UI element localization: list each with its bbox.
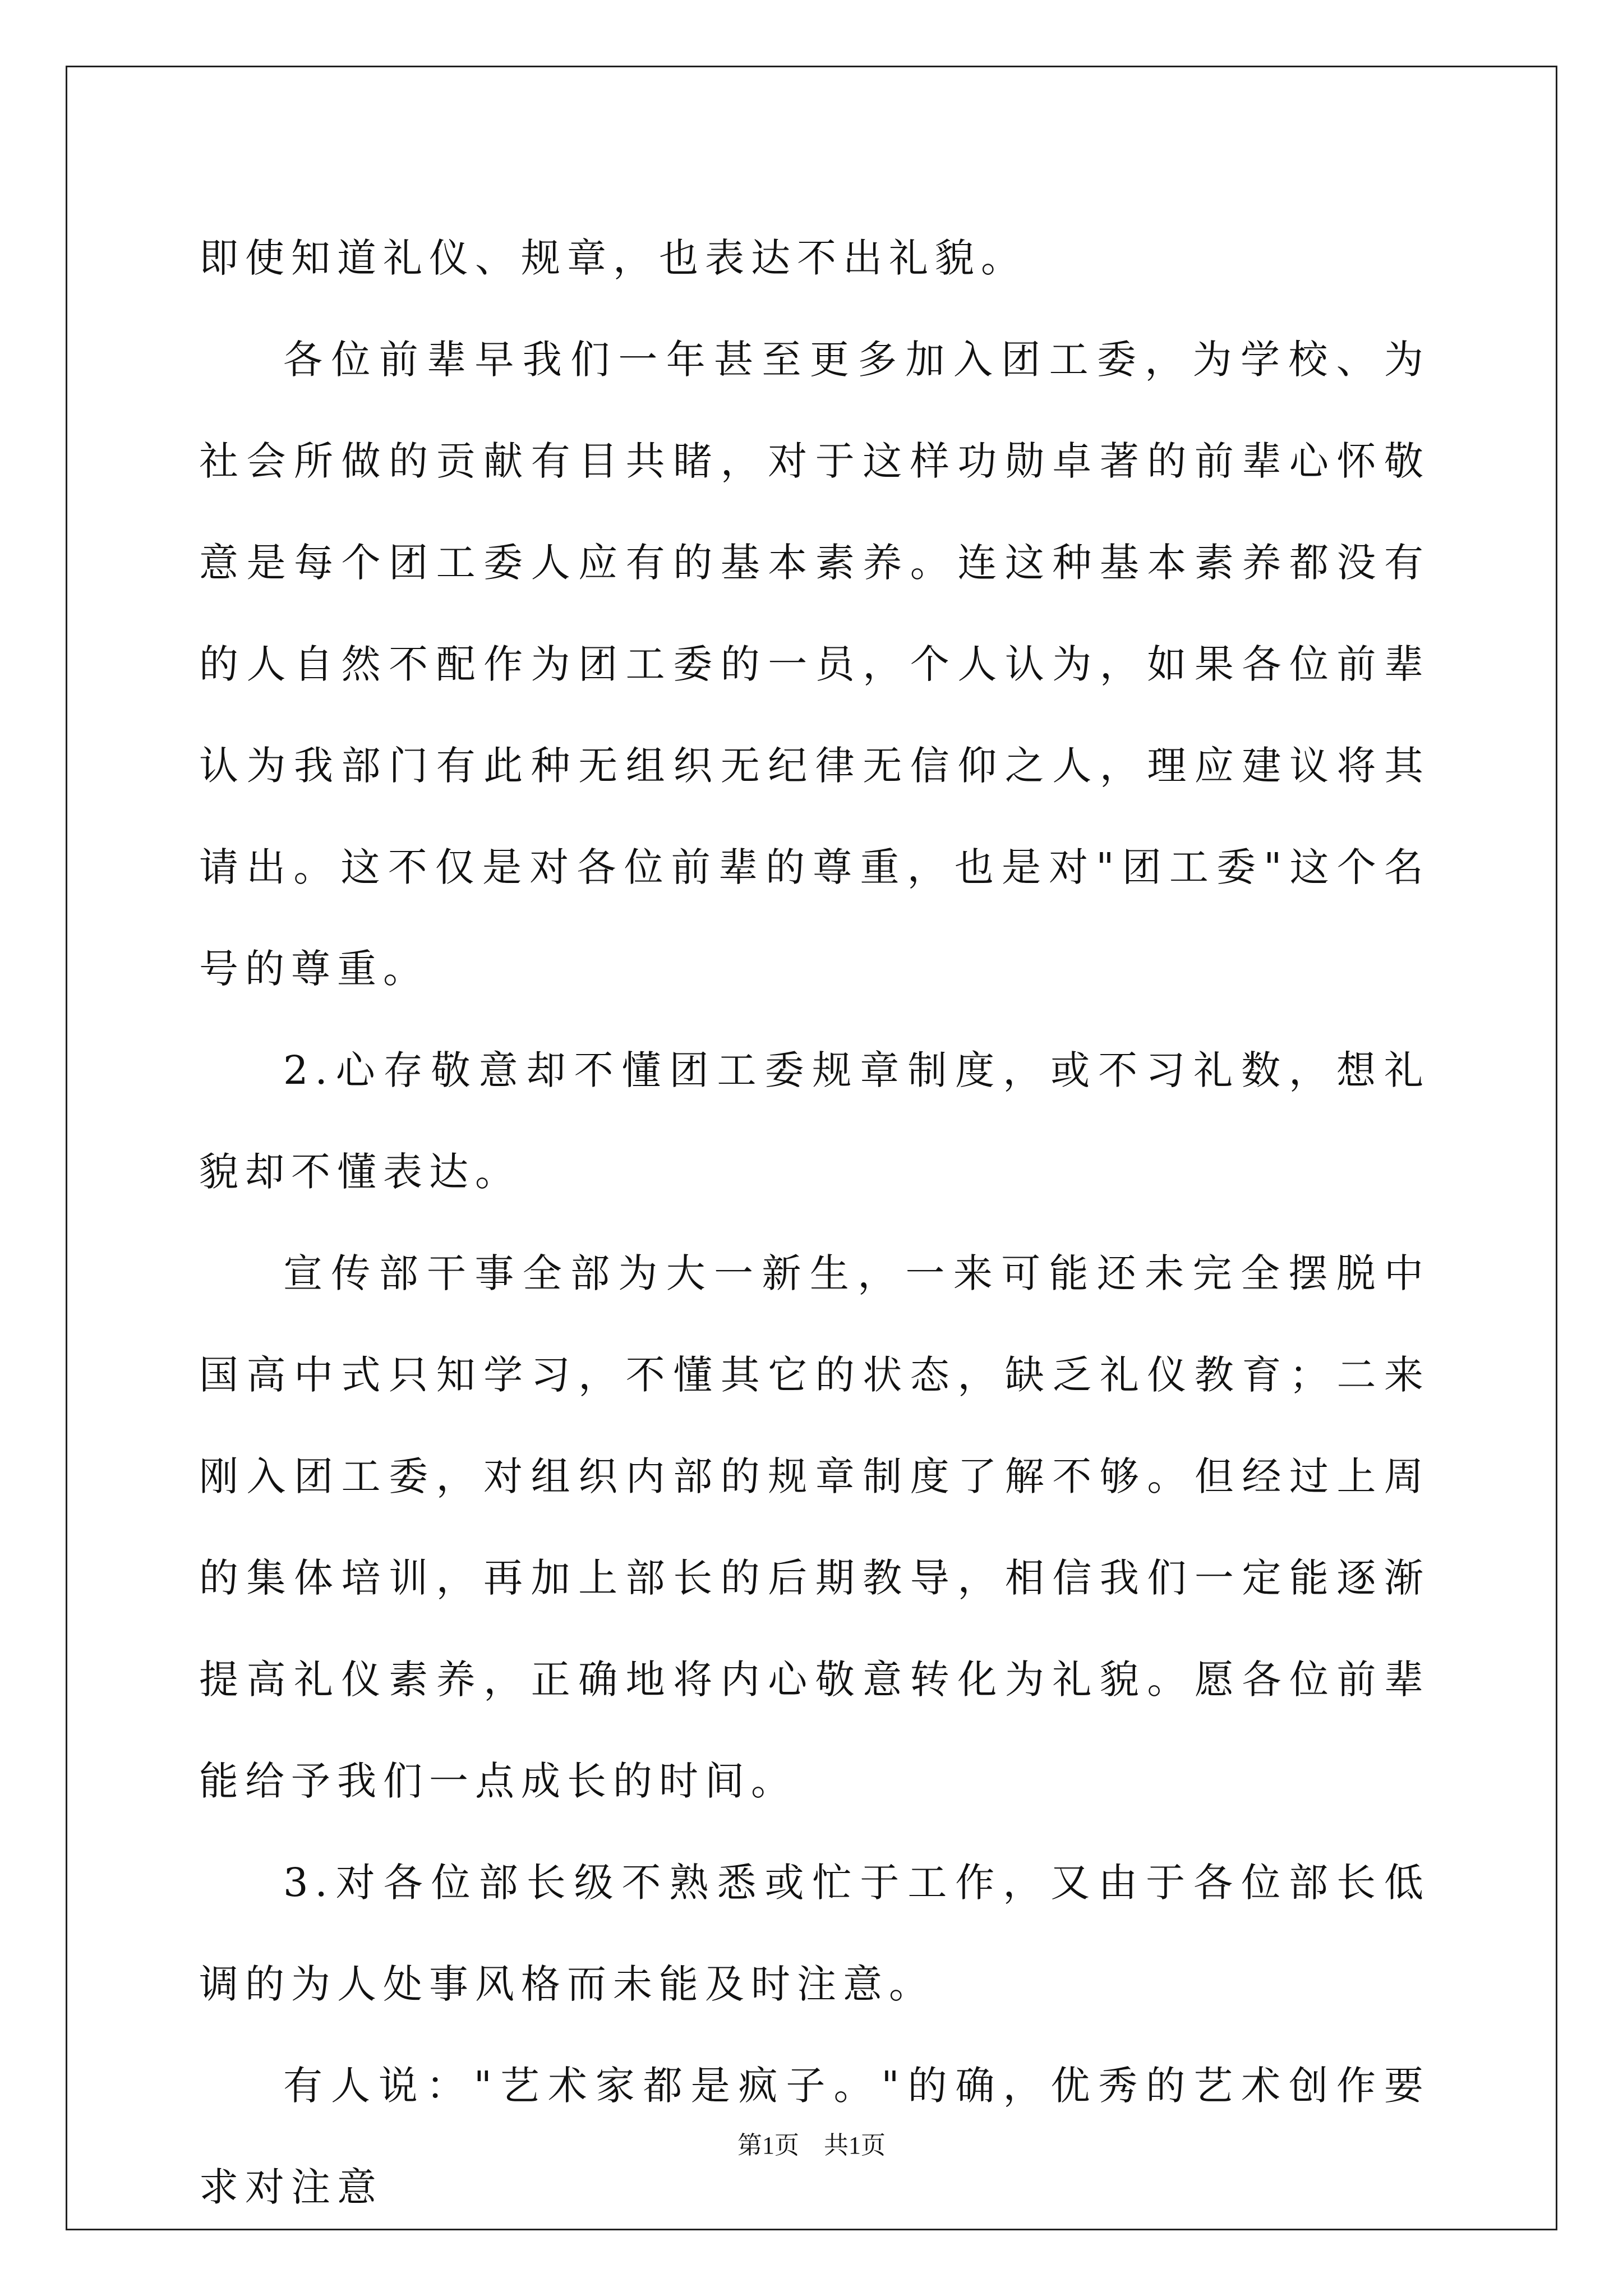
page-footer: 第1页 共1页	[737, 2132, 886, 2159]
paragraph-3: 2.心存敬意却不懂团工委规章制度，或不习礼数，想礼貌却不懂表达。	[199, 1047, 1430, 1195]
paragraph-4: 宣传部干事全部为大一新生，一来可能还未完全摆脱中国高中式只知学习，不懂其它的状态，缺乏礼仪教育；二来刚入团工委，对组织内部的规章制度了解不够。但经过上周的集体培训，再加上部长的后期教导，相信我们一定能逐渐提高礼仪素养，正确地将内心敬意转化为礼貌。愿各位前辈能给予我们一点成长的时间。	[199, 1250, 1430, 1804]
document-body	[199, 208, 1430, 2238]
paragraph-6: 有人说："艺术家都是疯子。"的确，优秀的艺术创作要求对注意	[199, 2063, 1430, 2210]
paragraph-5: 3.对各位部长级不熟悉或忙于工作，又由于各位部长低调的为人处事风格而未能及时注意。	[199, 1860, 1430, 2007]
paragraph-2: 各位前辈早我们一年甚至更多加入团工委，为学校、为社会所做的贡献有目共睹，对于这样功勋卓著的前辈心怀敬意是每个团工委人应有的基本素养。连这种基本素养都没有的人自然不配作为团工委的一员，个人认为，如果各位前辈认为我部门有此种无组织无纪律无信仰之人，理应建议将其请出。这不仅是对各位前辈的尊重，也是对"团工委"这个名号的尊重。	[199, 337, 1430, 992]
paragraph-1: 即使知道礼仪、规章，也表达不出礼貌。	[199, 235, 1027, 281]
